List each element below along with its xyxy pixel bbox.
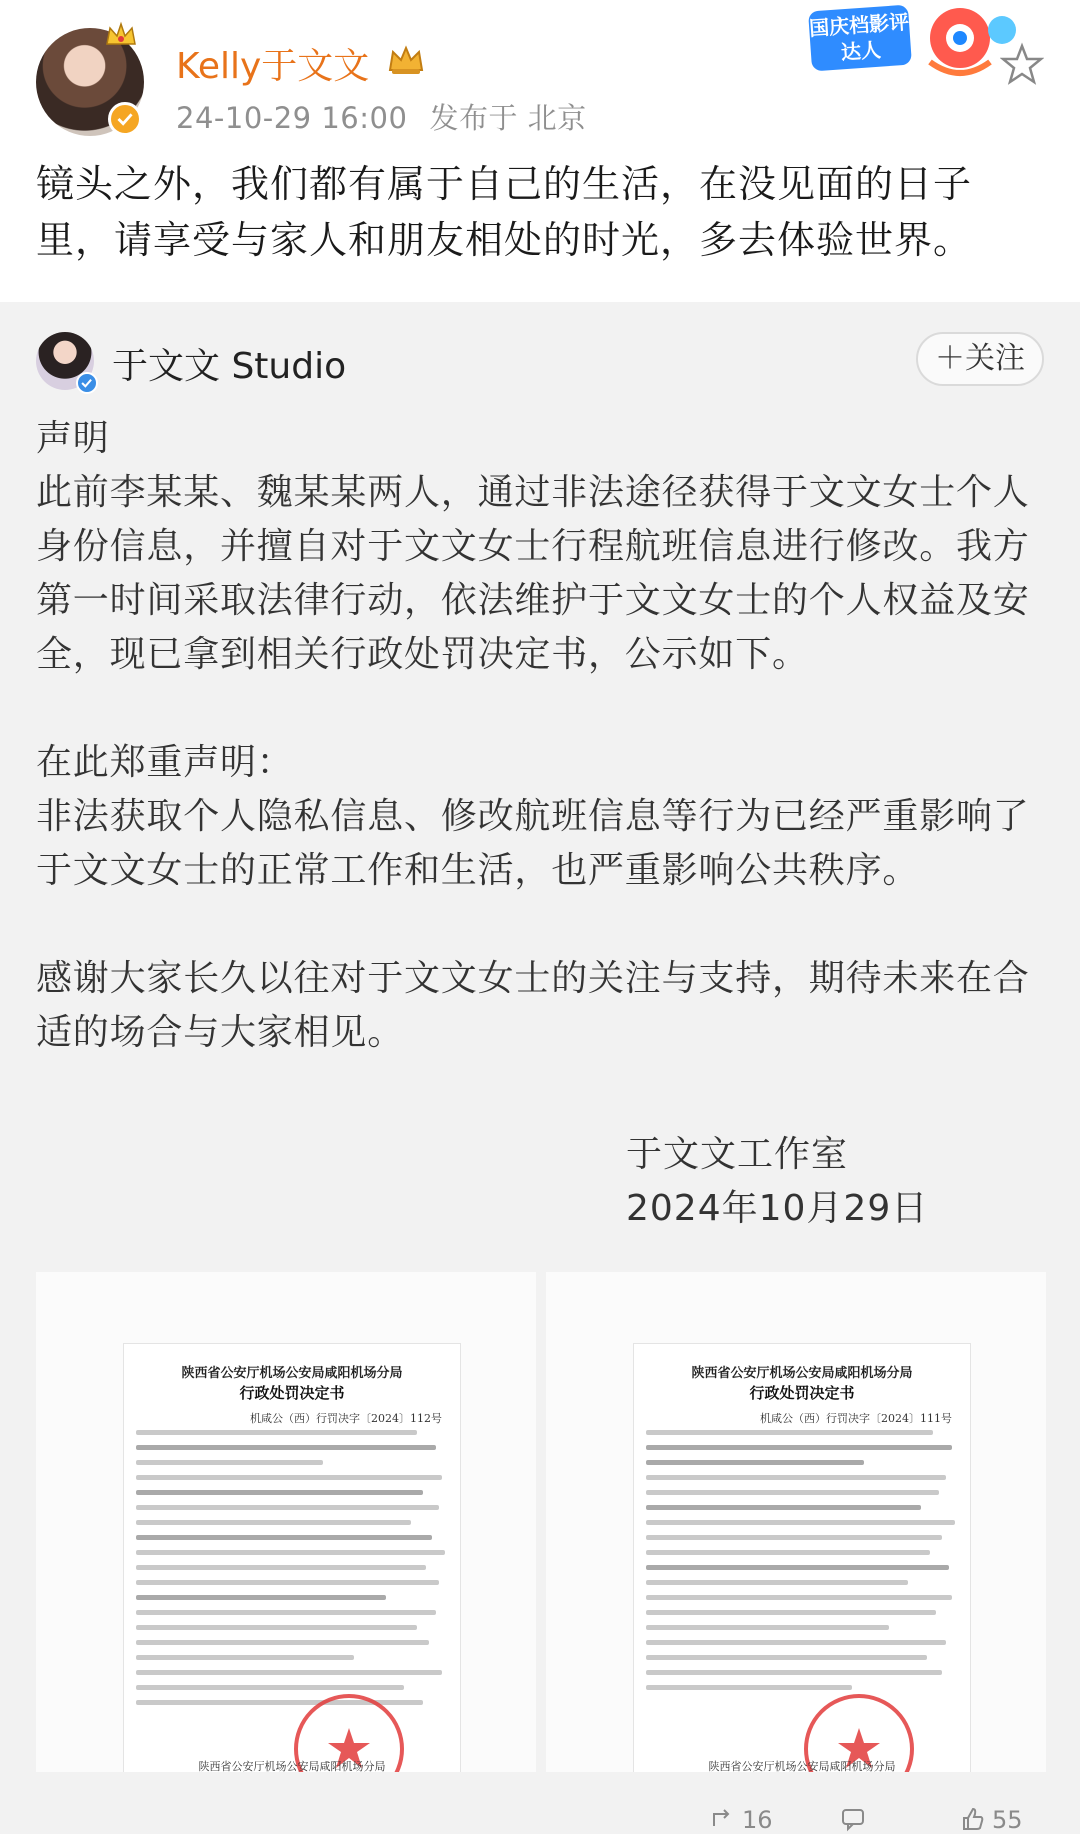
original-post bbox=[0, 0, 1080, 300]
statement-paragraph: 非法获取个人隐私信息、修改航班信息等行为已经严重影响了于文文女士的正常工作和生活，也严重影响公共秩序。 bbox=[36, 796, 1030, 891]
comment-action[interactable] bbox=[840, 1806, 872, 1834]
author-name[interactable]: Kelly于文文 bbox=[176, 46, 370, 87]
document-footer: 陕西省公安厅机场公安局咸阳机场分局 bbox=[708, 1760, 896, 1772]
crown-icon bbox=[104, 20, 138, 50]
post-meta bbox=[176, 96, 609, 137]
comment-icon bbox=[840, 1806, 866, 1832]
post-timestamp: 24-10-29 16:00 bbox=[176, 101, 408, 135]
document-body bbox=[136, 1430, 448, 1715]
document-org: 陕西省公安厅机场公安局咸阳机场分局 bbox=[691, 1366, 913, 1381]
statement-paragraph: 在此郑重声明： bbox=[36, 742, 294, 783]
like-count: 55 bbox=[992, 1806, 1023, 1834]
document-body bbox=[646, 1430, 958, 1700]
document-title: 行政处罚决定书 bbox=[239, 1384, 345, 1402]
like-action[interactable] bbox=[960, 1806, 1023, 1834]
document-paper bbox=[634, 1344, 970, 1772]
post-location: 发布于 北京 bbox=[429, 101, 587, 135]
follow-button[interactable]: ＋关注 bbox=[916, 332, 1044, 386]
like-icon bbox=[960, 1806, 986, 1832]
document-paper bbox=[124, 1344, 460, 1772]
document-footer: 陕西省公安厅机场公安局咸阳机场分局 bbox=[198, 1760, 386, 1772]
repost-count: 16 bbox=[742, 1806, 773, 1834]
document-image-2[interactable] bbox=[546, 1272, 1046, 1772]
repost-action[interactable] bbox=[710, 1806, 773, 1834]
signature-date: 2024年10月29日 bbox=[626, 1188, 929, 1229]
repost-author-name[interactable]: 于文文 Studio bbox=[112, 346, 347, 387]
verified-icon bbox=[76, 372, 98, 394]
document-number: 机咸公（西）行罚决字〔2024〕112号 bbox=[250, 1412, 442, 1425]
document-title: 行政处罚决定书 bbox=[749, 1384, 855, 1402]
statement-signature bbox=[626, 1128, 928, 1236]
document-image-1[interactable] bbox=[36, 1272, 536, 1772]
star-icon[interactable] bbox=[1000, 42, 1044, 86]
repost-icon bbox=[710, 1806, 736, 1832]
repost-card[interactable] bbox=[0, 302, 1080, 1834]
sticker-label: 国庆档影评达人 bbox=[808, 5, 912, 72]
document-number: 机咸公（西）行罚决字〔2024〕111号 bbox=[760, 1412, 952, 1425]
signature-name: 于文文工作室 bbox=[626, 1134, 849, 1175]
statement-text bbox=[36, 412, 1046, 1060]
statement-paragraph: 声明 bbox=[36, 418, 110, 459]
statement-paragraph: 感谢大家长久以往对于文文女士的关注与支持，期待未来在合适的场合与大家相见。 bbox=[36, 958, 1030, 1053]
document-org: 陕西省公安厅机场公安局咸阳机场分局 bbox=[181, 1366, 403, 1381]
verified-icon bbox=[108, 102, 142, 136]
statement-paragraph: 此前李某某、魏某某两人，通过非法途径获得于文文女士个人身份信息，并擅自对于文文女士行程航班信息进行修改。我方第一时间采取法律行动，依法维护于文文女士的个人权益及安全，现已拿到相关行政处罚决定书，公示如下。 bbox=[36, 472, 1030, 675]
repost-action-bar bbox=[0, 1802, 1080, 1834]
vip-icon bbox=[384, 42, 428, 78]
post-text: 镜头之外，我们都有属于自己的生活，在没见面的日子里，请享受与家人和朋友相处的时光，多去体验世界。 bbox=[36, 162, 973, 262]
